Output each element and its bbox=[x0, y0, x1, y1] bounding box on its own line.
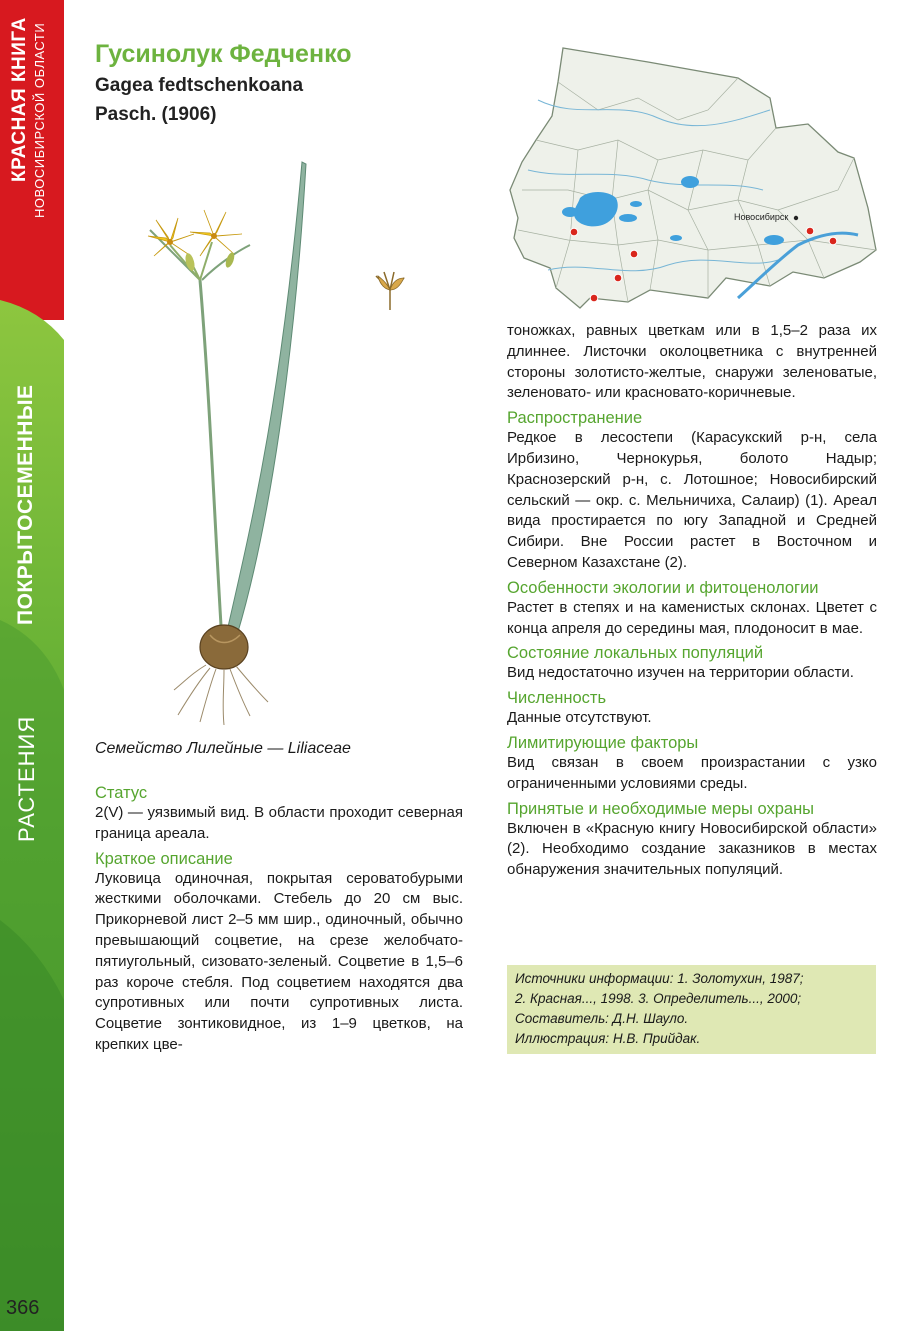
sidebar-region: НОВОСИБИРСКОЙ ОБЛАСТИ bbox=[32, 22, 47, 218]
description-continuation: тоножках, равных цветкам или в 1,5–2 раза их длиннее. Листочки околоцветника с внутренней стороны золотисто-желтые, снаружи зеленоватые, зеленовато- или красновато-коричневые. bbox=[507, 322, 877, 402]
distribution-map bbox=[508, 40, 880, 312]
distribution-text: Редкое в лесостепи (Карасукский р-н, села Ирбизино, Чернокурья, болото Надыр; Краснозерский р-н, с. Лотошное; Новосибирский сельский — окр. с. Мельничиха, Салаир) (1). Ареал вида простирается по югу Западной и Средней Сибири. Вне России растет в Восточном и Северном Казахстане (2). bbox=[507, 429, 877, 571]
sources-line-2: 2. Красная..., 1998. 3. Определитель..., 2000; bbox=[515, 991, 802, 1006]
ecology-heading: Особенности экологии и фитоценологии bbox=[507, 578, 819, 597]
measures-text: Включен в «Красную книгу Новосибирской области» (2). Необходимо создание заказников в местах обнаружения значительных популяций. bbox=[507, 819, 877, 879]
sidebar-section: ПОКРЫТОСЕМЕННЫЕ bbox=[14, 384, 37, 625]
measures-heading: Принятые и необходимые меры охраны bbox=[507, 799, 815, 818]
side-band bbox=[0, 0, 64, 1331]
occurrence-point bbox=[630, 250, 638, 258]
right-column bbox=[507, 321, 877, 881]
city-marker bbox=[794, 216, 798, 220]
occurrence-point bbox=[829, 237, 837, 245]
latin-name: Gagea fedtschenkoana bbox=[95, 75, 304, 96]
status-heading: Статус bbox=[95, 784, 148, 802]
left-column bbox=[95, 779, 463, 1056]
sidebar-book-title: КРАСНАЯ КНИГА bbox=[9, 17, 30, 182]
limiting-heading: Лимитирующие факторы bbox=[507, 733, 699, 752]
sidebar-kingdom: РАСТЕНИЯ bbox=[14, 715, 39, 842]
latin-author: Pasch. (1906) bbox=[95, 104, 217, 125]
occurrence-point bbox=[614, 274, 622, 282]
occurrence-point bbox=[570, 228, 578, 236]
limiting-text: Вид связан в своем произрастании с узко ограниченными условиями среды. bbox=[507, 753, 877, 792]
family-latin: Liliaceae bbox=[287, 740, 351, 757]
illustrator-line: Иллюстрация: Н.В. Прийдак. bbox=[515, 1031, 701, 1046]
populations-heading: Состояние локальных популяций bbox=[507, 644, 764, 663]
family-caption bbox=[95, 740, 351, 758]
sources-line-1: Источники информации: 1. Золотухин, 1987; bbox=[515, 971, 804, 986]
compiler-line: Составитель: Д.Н. Шауло. bbox=[515, 1011, 689, 1026]
sources-box bbox=[507, 965, 876, 1054]
status-text: 2(V) — уязвимый вид. В области проходит северная граница ареала. bbox=[95, 804, 463, 842]
description-text: Луковица одиночная, покрытая сероватобурыми жесткими оболочками. Стебель до 20 см выс. Прикорневой лист 2–5 мм шир., одиночный, обычно превышающий соцветие, на срезе желобчато-пятиугольный, сизовато-зеленый. Соцветие в 1,5–6 раз короче стебля. Под соцветием находятся два супротивных или почти супротивных листа. Соцветие зонтиковидное, из 1–9 цветков, на крепких цве- bbox=[95, 869, 463, 1053]
ecology-text: Растет в степях и на каменистых склонах. Цветет с конца апреля до середины мая, плодоносит в мае. bbox=[507, 598, 877, 637]
page-number: 366 bbox=[6, 1297, 40, 1319]
family-prefix: Семейство Лилейные — bbox=[95, 740, 288, 757]
populations-text: Вид недостаточно изучен на территории области. bbox=[507, 664, 854, 682]
abundance-heading: Численность bbox=[507, 689, 607, 708]
species-title: Гусинолук Федченко bbox=[95, 40, 352, 68]
description-heading: Краткое описание bbox=[95, 849, 233, 868]
occurrence-point bbox=[806, 227, 814, 235]
plant-illustration bbox=[130, 150, 470, 730]
distribution-heading: Распространение bbox=[507, 409, 643, 428]
abundance-text: Данные отсутствуют. bbox=[507, 709, 652, 727]
city-label: Новосибирск bbox=[734, 212, 789, 222]
occurrence-point bbox=[590, 294, 598, 302]
